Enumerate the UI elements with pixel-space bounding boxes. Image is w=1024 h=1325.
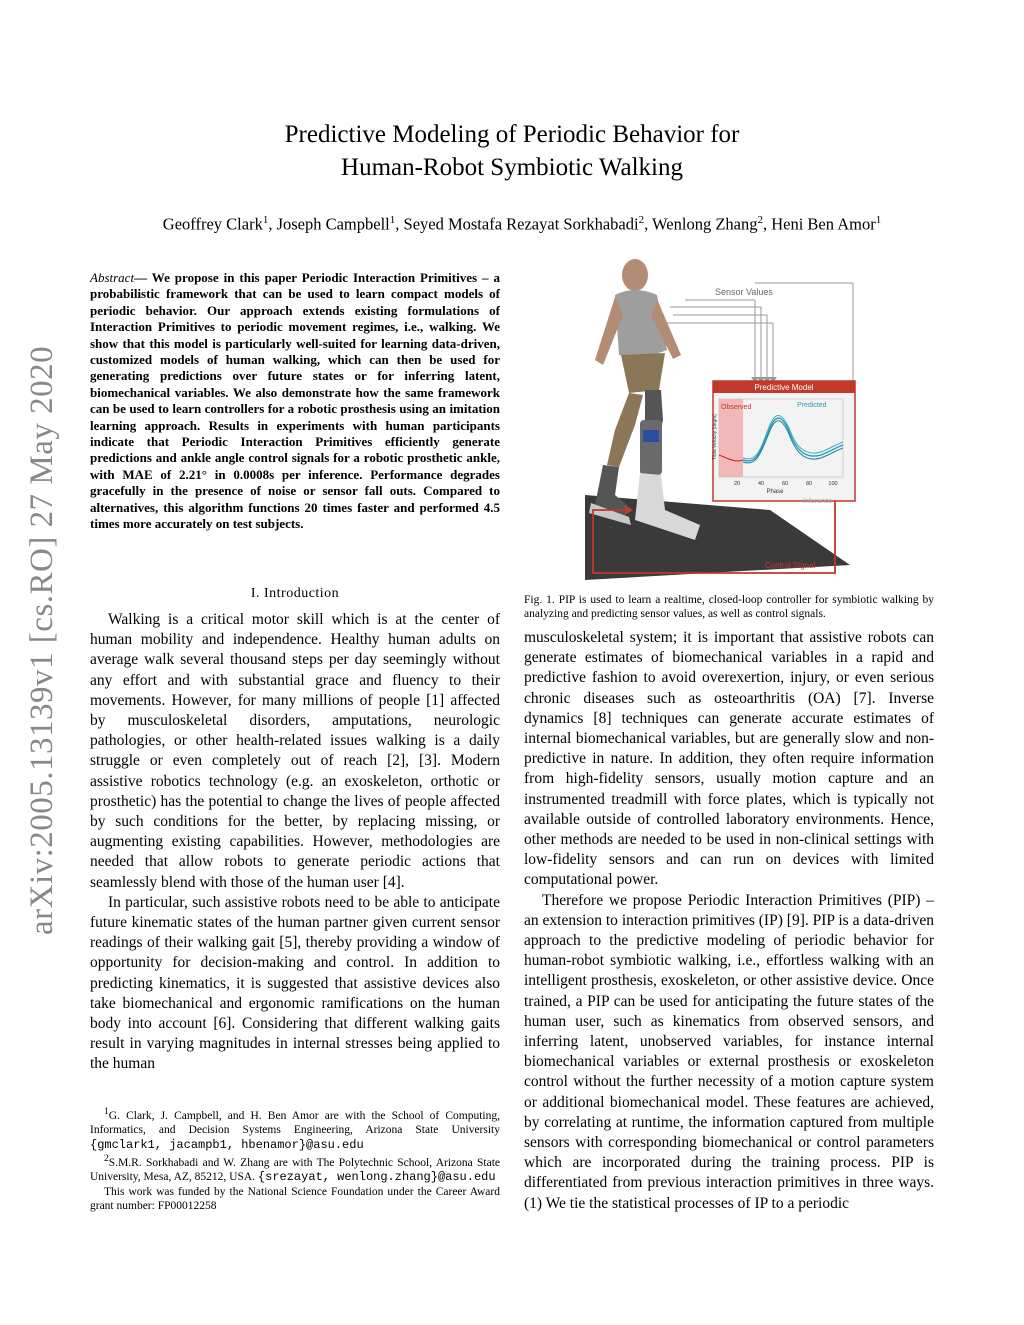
author-affiliation: 1 xyxy=(262,214,269,226)
funding-note: This work was funded by the National Science Foundation under the Career Award grant number: FP00012258 xyxy=(90,1185,500,1213)
abstract xyxy=(90,270,500,533)
predictive-model-label: Predictive Model xyxy=(754,383,814,392)
arxiv-identifier: arXiv:2005.13139v1 [cs.RO] 27 May 2020 xyxy=(24,345,60,935)
x-tick-label: 20 xyxy=(733,481,741,487)
x-tick-label: 100 xyxy=(828,481,838,487)
observed-label: Observed xyxy=(721,404,752,411)
author-name: Joseph Campbell xyxy=(276,214,390,234)
author-name: Geoffrey Clark xyxy=(162,214,263,234)
author-affiliation: 1 xyxy=(875,214,882,226)
x-axis-label: Phase xyxy=(766,489,784,495)
author-name: Seyed Mostafa Rezayat Sorkhabadi xyxy=(403,214,639,234)
y-axis-label: Tibia Velocity [deg/s] xyxy=(712,414,718,460)
author-name: Wenlong Zhang xyxy=(652,214,758,234)
author-list: Geoffrey Clark$^1$, Joseph Campbell$^1$, Seyed Mostafa Rezayat Sorkhabadi$^2$, Wenlong Zhang$^2$, Heni Ben Amor$^1$ xyxy=(162,214,882,234)
paper-title xyxy=(150,118,874,184)
title-line-1: Predictive Modeling of Periodic Behavior for xyxy=(284,121,740,148)
figure-1-illustration xyxy=(585,255,860,580)
x-tick-label: 40 xyxy=(757,481,765,487)
x-tick-label: 80 xyxy=(805,481,813,487)
footnote-1-text: G. Clark, J. Campbell, and H. Ben Amor are with the School of Computing, Informatics, and Decision Systems Engineering, Arizona State University xyxy=(90,1109,500,1137)
body-paragraph: musculoskeletal system; it is important that assistive robots can generate estimates of biomechanical variables in a rapid and predictive fashion to avoid overexertion, injury, or even serious chronic diseases such as osteoarthritis (OA) [7]. Inverse dynamics [8] techniques can generate accurate estimates of internal biomechanical variables, but are generally slow and non-predictive in nature. In addition, they often require information from high-fidelity sensors, usually motion capture and an instrumented treadmill with force plates, which is typically not available outside of controlled laboratory environments. Hence, other methods are needed to be used in non-clinical settings with low-fidelity sensors and can run on devices with limited computational power. xyxy=(524,629,934,889)
body-paragraph: In particular, such assistive robots need to be able to anticipate future kinematic states of the human partner given current sensor readings of their walking gait [5], thereby providing a window of opportunity for decision-making and control. In addition to predicting kinematics, it is suggested that assistive devices also take biomechanical and ergonomic ramifications on the human body into account [6]. Considering that different walking gaits result in varying magnitudes in internal stresses being applied to the human xyxy=(90,893,500,1073)
right-column-body xyxy=(524,628,934,1214)
body-paragraph: Therefore we propose Periodic Interaction Primitives (PIP) – an extension to interaction primitives (IP) [9]. PIP is a data-driven approach to the predictive modeling of periodic behavior for human-robot symbiotic walking, i.e., effortless walking with an intelligent prosthesis, exoskeleton, or other assistive device. Once trained, a PIP can be used for anticipating the future states of the human user, such as kinematics from observed sensors, and inferring latent, unobserved variables, for instance internal biomechanical variables or external prosthesis or exoskeleton control without the further necessity of a motion capture system or additional biomechanical model. These features are achieved, by correlating at runtime, the information captured from multiple sensors with corresponding biomechanical or control parameters which are incorporated during the training process. PIP is differentiated from previous interaction primitives in three ways. (1) We tie the statistical processes of IP to a periodic xyxy=(524,891,934,1212)
sensor-values-label: Sensor Values xyxy=(715,287,773,297)
abstract-label: Abstract xyxy=(90,270,135,285)
figure-1 xyxy=(585,255,860,580)
control-signal-label: Control Signal xyxy=(765,561,816,570)
section-heading-introduction: I. Introduction xyxy=(250,586,340,601)
footnote-2: $^2$S.M.R. Sorkhabadi and W. Zhang are with The Polytechnic School, Arizona State University, Mesa, AZ, 85212, USA. {srezayat, wenlong.zhang}@asu.edu xyxy=(90,1153,500,1185)
footnotes xyxy=(90,1105,500,1214)
predicted-label: Predicted xyxy=(797,402,827,409)
author-affiliation: 1 xyxy=(389,214,396,226)
footnote-1-email: {gmclark1, jacampb1, hbenamor}@asu.edu xyxy=(90,1137,364,1152)
footnote-2-email: {srezayat, wenlong.zhang}@asu.edu xyxy=(257,1170,496,1185)
x-tick-label: 60 xyxy=(781,481,789,487)
body-paragraph: Walking is a critical motor skill which is at the center of human mobility and independence. Healthy human adults on average walk several thousand steps per day seemingly without any effort and with substantial grace and fluency to their movements. However, for many millions of people [1] affected by musculoskeletal disorders, amputations, neurologic pathologies, or other health-related issues walking is a daily struggle or even completely out of reach [2], [3]. Modern assistive robotics technology (e.g. an exoskeleton, orthotic or prosthetic) has the potential to change the lives of people affected by such conditions for the better, by replacing missing, or augmenting existing capabilities. However, methodologies are needed that allow robots to generate periodic actions that seamlessly blend with those of the human user [4]. xyxy=(90,611,500,891)
left-column-body xyxy=(90,610,500,1075)
author-affiliation: 2 xyxy=(757,214,763,226)
title-line-2: Human-Robot Symbiotic Walking xyxy=(341,154,683,181)
footnote-2-text: S.M.R. Sorkhabadi and W. Zhang are with The Polytechnic School, Arizona State University, Mesa, AZ, 85212, USA. xyxy=(90,1156,500,1184)
footnote-1: $^1$G. Clark, J. Campbell, and H. Ben Amor are with the School of Computing, Informatics, and Decision Systems Engineering, Arizona State University {gmclark1, jacampb1, hbenamor}@asu.edu xyxy=(90,1106,500,1152)
author-affiliation: 2 xyxy=(638,214,645,226)
abstract-text: — We propose in this paper Periodic Interaction Primitives – a probabilistic framework that can be used to learn compact models of periodic behavior. Our approach extends existing formulations of Interaction Primitives to periodic movement regimes, i.e., walking. We show that this model is particularly well-suited for learning data-driven, customized models of human walking, which can then be used for generating predictions over future states or for inferring latent, biomechanical variables. We also demonstrate how the same framework can be used to learn controllers for a robotic prosthesis using an imitation learning approach. Results in experiments with human participants indicate that Periodic Interaction Primitives efficiently generate predictions and ankle angle control signals for a robotic prosthetic ankle, with MAE of 2.21° in 0.0008s per inference. Performance degrades gracefully in the presence of noise or sensor fall outs. Compared to alternatives, this algorithm functions 20 times faster and performed 4.5 times more accurately on test subjects. xyxy=(90,270,500,532)
inference-label: Inference xyxy=(803,498,833,505)
author-name: Heni Ben Amor xyxy=(771,214,876,234)
figure-1-caption: Fig. 1. PIP is used to learn a realtime, closed-loop controller for symbiotic walking by analyzing and predicting sensor values, as well as control signals. xyxy=(524,594,934,620)
